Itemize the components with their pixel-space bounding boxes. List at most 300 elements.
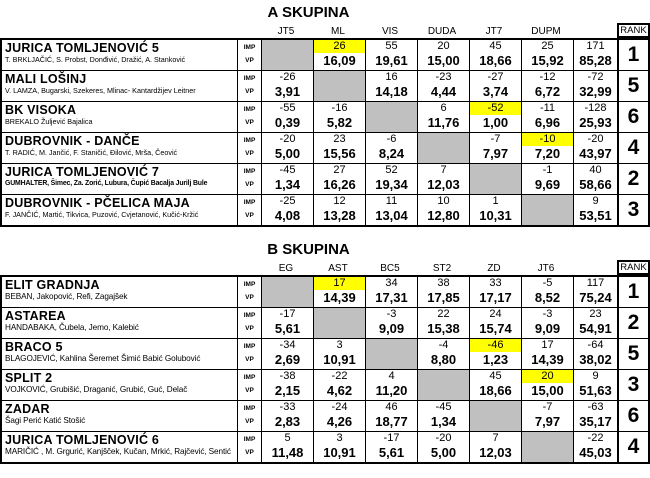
- imp-cell: -17: [383, 432, 400, 444]
- score-cell: [262, 102, 314, 132]
- total-cell: [574, 308, 619, 338]
- vp-cell: [262, 290, 313, 307]
- row-label-cell: [238, 277, 262, 307]
- imp-cell: 7: [440, 164, 447, 176]
- total-cell: [574, 164, 619, 194]
- vp-cell: 4,26: [326, 414, 353, 429]
- imp-cell: 23: [333, 133, 346, 145]
- score-cell: [522, 370, 574, 400]
- vp-cell: 9,69: [534, 177, 561, 192]
- imp-cell: -22: [331, 370, 348, 382]
- vp-cell: 16,09: [323, 53, 356, 68]
- vp-label: VP: [245, 212, 254, 219]
- column-header: BC5: [380, 263, 400, 274]
- vp-label: VP: [245, 294, 254, 301]
- vp-cell: 3,74: [482, 84, 509, 99]
- row-label-cell: [238, 133, 262, 163]
- imp-label: IMP: [243, 436, 256, 443]
- score-cell: [366, 71, 418, 101]
- vp-cell: 9,09: [534, 321, 561, 336]
- vp-total: 51,63: [579, 383, 612, 398]
- imp-cell: [522, 195, 573, 208]
- imp-cell: -3: [542, 308, 553, 320]
- imp-cell: -45: [435, 401, 452, 413]
- imp-cell: -45: [279, 164, 296, 176]
- imp-label: IMP: [243, 281, 256, 288]
- imp-cell: 3: [336, 432, 343, 444]
- team-name: SPLIT 2: [5, 371, 53, 385]
- rank-cell: 4: [627, 435, 640, 458]
- score-cell: [418, 401, 470, 431]
- team-name: JURICA TOMLJENOVIĆ 6: [5, 433, 160, 447]
- score-cell: [262, 308, 314, 338]
- row-label-cell: [238, 195, 262, 225]
- score-table: [0, 275, 650, 464]
- team-name: DUBROVNIK - DANČE: [5, 134, 140, 148]
- column-header: ML: [331, 26, 345, 37]
- column-header: JT7: [485, 26, 503, 37]
- imp-total: 9: [592, 370, 599, 382]
- vp-cell: 15,92: [531, 53, 564, 68]
- score-cell: [522, 102, 574, 132]
- team-name-cell: [2, 277, 238, 307]
- vp-cell: [366, 115, 417, 132]
- vp-cell: 15,00: [531, 383, 564, 398]
- vp-cell: 18,77: [375, 414, 408, 429]
- team-name-cell: [2, 401, 238, 431]
- team-row: [2, 308, 648, 339]
- vp-total: 54,91: [579, 321, 612, 336]
- group-a-section: [0, 0, 650, 227]
- vp-cell: 12,03: [479, 445, 512, 460]
- score-cell: [418, 40, 470, 70]
- score-cell: [522, 71, 574, 101]
- imp-label: IMP: [243, 44, 256, 51]
- rank-header: RANK: [617, 23, 650, 38]
- imp-cell: -12: [539, 71, 556, 83]
- imp-cell: [262, 277, 313, 290]
- vp-cell: 1,23: [482, 352, 509, 367]
- total-cell: [574, 401, 619, 431]
- score-cell: [314, 133, 366, 163]
- total-cell: [574, 133, 619, 163]
- team-name: ELIT GRADNJA: [5, 278, 100, 292]
- vp-label: VP: [245, 449, 254, 456]
- vp-cell: [418, 383, 469, 400]
- team-name: BK VISOKA: [5, 103, 77, 117]
- group-title: B SKUPINA: [267, 241, 350, 258]
- score-cell: [366, 133, 418, 163]
- imp-cell: -34: [279, 339, 296, 351]
- team-players: BLAGOJEVIĆ, Kahlina Šeremet Šimić Babić Golubović: [5, 354, 201, 363]
- row-label-cell: [238, 308, 262, 338]
- vp-total: 38,02: [579, 352, 612, 367]
- imp-cell: 6: [440, 102, 447, 114]
- imp-cell: [366, 339, 417, 352]
- vp-cell: 13,28: [323, 208, 356, 223]
- imp-cell: 25: [541, 40, 554, 52]
- imp-cell: 45: [489, 40, 502, 52]
- imp-cell: -7: [542, 401, 553, 413]
- team-name: JURICA TOMLJENOVIĆ 5: [5, 41, 160, 55]
- team-players: BEBAN, Jakopović, Refi, Zagajšek: [5, 292, 128, 301]
- vp-cell: 7,97: [534, 414, 561, 429]
- vp-cell: 1,34: [430, 414, 457, 429]
- score-cell: [418, 277, 470, 307]
- vp-cell: 14,39: [531, 352, 564, 367]
- imp-cell: 11: [385, 195, 398, 207]
- self-cell: [366, 102, 418, 132]
- team-row: [2, 164, 648, 195]
- column-header: ST2: [432, 263, 452, 274]
- vp-total: 43,97: [579, 146, 612, 161]
- total-cell: [574, 277, 619, 307]
- score-cell: [366, 277, 418, 307]
- team-name: DUBROVNIK - PČELICA MAJA: [5, 196, 190, 210]
- vp-label: VP: [245, 387, 254, 394]
- row-label-cell: [238, 370, 262, 400]
- row-label-cell: [238, 339, 262, 369]
- imp-total: -63: [587, 401, 604, 413]
- vp-cell: 5,61: [274, 321, 301, 336]
- team-players: VOJKOVIĆ, Grubišić, Draganić, Grubić, Guć, Delač: [5, 385, 188, 394]
- total-cell: [574, 339, 619, 369]
- team-row: [2, 401, 648, 432]
- vp-label: VP: [245, 325, 254, 332]
- vp-cell: 10,91: [323, 352, 356, 367]
- column-header: DUPM: [531, 26, 561, 37]
- score-cell: [522, 164, 574, 194]
- self-cell: [262, 40, 314, 70]
- vp-label: VP: [245, 150, 254, 157]
- score-cell: [262, 401, 314, 431]
- imp-cell: [262, 40, 313, 53]
- team-row: [2, 102, 648, 133]
- score-cell: [314, 195, 366, 225]
- vp-cell: 8,24: [378, 146, 405, 161]
- score-cell: [314, 339, 366, 369]
- score-cell: [470, 308, 522, 338]
- vp-total: 32,99: [579, 84, 612, 99]
- vp-cell: 14,39: [323, 290, 356, 305]
- vp-cell: 15,74: [479, 321, 512, 336]
- team-name: MALI LOŠINJ: [5, 72, 87, 86]
- imp-cell: 17: [314, 277, 365, 290]
- imp-label: IMP: [243, 343, 256, 350]
- imp-cell: -23: [435, 71, 452, 83]
- score-cell: [418, 432, 470, 462]
- imp-total: -64: [587, 339, 604, 351]
- vp-cell: 5,61: [378, 445, 405, 460]
- score-cell: [262, 432, 314, 462]
- team-players: GUMHALTER, Šimec, Za. Zorić, Lubura, Čupić Bacalja Jurilj Bule: [5, 180, 208, 187]
- vp-cell: 11,20: [375, 383, 408, 398]
- imp-label: IMP: [243, 374, 256, 381]
- score-cell: [470, 71, 522, 101]
- team-row: [2, 370, 648, 401]
- score-cell: [366, 164, 418, 194]
- vp-cell: 2,15: [274, 383, 301, 398]
- group-b-section: [0, 227, 650, 464]
- vp-total: 45,03: [579, 445, 612, 460]
- self-cell: [418, 133, 470, 163]
- team-players: F. JANČIĆ, Martić, Tikvica, Puzović, Cvjetanović, Kučić-Kržić: [5, 210, 199, 219]
- score-cell: [418, 308, 470, 338]
- vp-cell: 10,31: [479, 208, 512, 223]
- vp-cell: 18,66: [479, 53, 512, 68]
- rank-cell: 1: [627, 43, 640, 66]
- row-label-cell: [238, 40, 262, 70]
- team-name: BRACO 5: [5, 340, 63, 354]
- imp-cell: 17: [541, 339, 554, 351]
- score-cell: [314, 40, 366, 70]
- score-cell: [470, 195, 522, 225]
- vp-cell: [522, 445, 573, 462]
- team-row: [2, 432, 648, 462]
- score-cell: [314, 164, 366, 194]
- vp-cell: 7,97: [482, 146, 509, 161]
- score-table: [0, 38, 650, 227]
- total-cell: [574, 40, 619, 70]
- team-name-cell: [2, 71, 238, 101]
- imp-cell: -11: [539, 102, 556, 114]
- score-cell: [314, 401, 366, 431]
- team-players: V. LAMZA, Bugarski, Szekeres, Mlinac- Kantardžijev Leitner: [5, 86, 196, 95]
- vp-total: 53,51: [579, 208, 612, 223]
- score-cell: [522, 40, 574, 70]
- score-cell: [470, 102, 522, 132]
- score-cell: [314, 432, 366, 462]
- score-cell: [470, 370, 522, 400]
- imp-cell: 16: [385, 71, 398, 83]
- team-row: [2, 71, 648, 102]
- vp-cell: 5,00: [430, 445, 457, 460]
- imp-cell: 10: [437, 195, 450, 207]
- team-row: [2, 195, 648, 225]
- self-cell: [470, 401, 522, 431]
- vp-cell: 15,00: [427, 53, 460, 68]
- vp-cell: 5,82: [326, 115, 353, 130]
- score-cell: [366, 401, 418, 431]
- column-header: VIS: [381, 26, 399, 37]
- team-name: ASTAREA: [5, 309, 66, 323]
- column-header-row: [0, 259, 650, 275]
- rank-cell: 5: [627, 342, 640, 365]
- self-cell: [522, 432, 574, 462]
- imp-total: -20: [587, 133, 604, 145]
- vp-cell: 12,80: [427, 208, 460, 223]
- imp-total: 117: [586, 277, 605, 289]
- score-cell: [470, 432, 522, 462]
- imp-cell: -17: [279, 308, 296, 320]
- self-cell: [522, 195, 574, 225]
- score-cell: [262, 71, 314, 101]
- score-cell: [262, 133, 314, 163]
- vp-cell: 8,80: [430, 352, 457, 367]
- imp-cell: -20: [435, 432, 452, 444]
- rank-cell: 4: [627, 136, 640, 159]
- vp-cell: 16,26: [323, 177, 356, 192]
- imp-total: 9: [592, 195, 599, 207]
- imp-cell: [314, 71, 365, 84]
- score-cell: [262, 195, 314, 225]
- vp-cell: 15,56: [323, 146, 356, 161]
- score-cell: [366, 308, 418, 338]
- vp-cell: 17,31: [375, 290, 408, 305]
- total-cell: [574, 370, 619, 400]
- imp-cell: 26: [314, 40, 365, 53]
- imp-cell: [418, 370, 469, 383]
- imp-cell: 4: [388, 370, 395, 382]
- imp-cell: [366, 102, 417, 115]
- vp-total: 58,66: [579, 177, 612, 192]
- vp-total: 85,28: [579, 53, 612, 68]
- imp-cell: [522, 432, 573, 445]
- imp-label: IMP: [243, 106, 256, 113]
- group-title: A SKUPINA: [267, 4, 350, 21]
- rank-cell: 2: [627, 311, 640, 334]
- imp-total: 171: [586, 40, 605, 52]
- vp-cell: 19,61: [375, 53, 408, 68]
- score-cell: [470, 40, 522, 70]
- vp-cell: 17,17: [479, 290, 512, 305]
- column-header: AST: [328, 263, 348, 274]
- imp-cell: 22: [437, 308, 450, 320]
- vp-label: VP: [245, 119, 254, 126]
- score-cell: [522, 401, 574, 431]
- vp-cell: 14,18: [375, 84, 408, 99]
- score-cell: [314, 102, 366, 132]
- self-cell: [262, 277, 314, 307]
- imp-cell: -10: [522, 133, 573, 146]
- score-cell: [418, 164, 470, 194]
- imp-cell: -7: [490, 133, 501, 145]
- self-cell: [314, 71, 366, 101]
- vp-label: VP: [245, 356, 254, 363]
- imp-cell: 3: [336, 339, 343, 351]
- vp-total: 35,17: [579, 414, 612, 429]
- rank-cell: 6: [627, 105, 640, 128]
- total-cell: [574, 71, 619, 101]
- imp-cell: -3: [386, 308, 397, 320]
- imp-cell: 12: [333, 195, 346, 207]
- vp-cell: 2,69: [274, 352, 301, 367]
- vp-label: VP: [245, 418, 254, 425]
- score-cell: [418, 102, 470, 132]
- vp-cell: [366, 352, 417, 369]
- imp-cell: 38: [437, 277, 450, 289]
- team-name: JURICA TOMLJENOVIĆ 7: [5, 165, 160, 179]
- total-cell: [574, 432, 619, 462]
- imp-cell: 24: [489, 308, 502, 320]
- team-name-cell: [2, 339, 238, 369]
- imp-cell: 5: [284, 432, 291, 444]
- score-cell: [470, 339, 522, 369]
- score-cell: [522, 308, 574, 338]
- vp-cell: [418, 146, 469, 163]
- imp-cell: -16: [331, 102, 348, 114]
- column-header-row: [0, 22, 650, 38]
- imp-cell: 33: [489, 277, 502, 289]
- imp-label: IMP: [243, 312, 256, 319]
- vp-cell: 1,34: [274, 177, 301, 192]
- imp-total: -128: [584, 102, 607, 114]
- vp-cell: [470, 414, 521, 431]
- row-label-cell: [238, 401, 262, 431]
- vp-cell: 11,76: [427, 115, 460, 130]
- team-name-cell: [2, 308, 238, 338]
- rank-cell: 6: [627, 404, 640, 427]
- imp-cell: -5: [542, 277, 553, 289]
- row-label-cell: [238, 164, 262, 194]
- rank-cell: 1: [627, 280, 640, 303]
- imp-cell: [314, 308, 365, 321]
- team-row: [2, 133, 648, 164]
- rank-cell: 5: [627, 74, 640, 97]
- vp-cell: 4,44: [430, 84, 457, 99]
- vp-label: VP: [245, 57, 254, 64]
- score-cell: [262, 370, 314, 400]
- self-cell: [314, 308, 366, 338]
- team-players: MARIČIĆ , M. Grgurić, Kanjšček, Kučan, Mrkić, Rajčević, Sentić: [5, 447, 231, 456]
- team-players: T. BRKLJAČIĆ, S. Probst, Donđivić, Dražić, A. Stanković: [5, 55, 186, 64]
- score-cell: [522, 339, 574, 369]
- imp-cell: -38: [279, 370, 296, 382]
- imp-label: IMP: [243, 168, 256, 175]
- team-name-cell: [2, 164, 238, 194]
- team-row: [2, 40, 648, 71]
- score-cell: [314, 370, 366, 400]
- self-cell: [366, 339, 418, 369]
- vp-cell: 7,20: [534, 146, 561, 161]
- imp-total: 40: [589, 164, 602, 176]
- row-label-cell: [238, 432, 262, 462]
- imp-total: -72: [587, 71, 604, 83]
- imp-cell: -25: [279, 195, 296, 207]
- team-players: BREKALO Žuljević Bajalica: [5, 117, 93, 126]
- score-cell: [366, 432, 418, 462]
- imp-total: 23: [589, 308, 602, 320]
- imp-cell: 55: [385, 40, 398, 52]
- vp-total: 25,93: [579, 115, 612, 130]
- vp-cell: [314, 84, 365, 101]
- vp-cell: 19,34: [375, 177, 408, 192]
- imp-total: -22: [587, 432, 604, 444]
- imp-cell: 27: [333, 164, 346, 176]
- score-cell: [366, 370, 418, 400]
- score-cell: [470, 133, 522, 163]
- vp-label: VP: [245, 88, 254, 95]
- imp-cell: -4: [438, 339, 449, 351]
- vp-cell: 17,85: [427, 290, 460, 305]
- rank-cell: 2: [627, 167, 640, 190]
- row-label-cell: [238, 102, 262, 132]
- imp-cell: -33: [279, 401, 296, 413]
- imp-cell: [418, 133, 469, 146]
- score-cell: [314, 277, 366, 307]
- vp-cell: [470, 177, 521, 194]
- team-name-cell: [2, 40, 238, 70]
- imp-label: IMP: [243, 199, 256, 206]
- vp-cell: [262, 53, 313, 70]
- team-name-cell: [2, 432, 238, 462]
- column-header: ZD: [487, 263, 501, 274]
- score-cell: [262, 339, 314, 369]
- team-name: ZADAR: [5, 402, 50, 416]
- team-row: [2, 339, 648, 370]
- vp-cell: 13,04: [375, 208, 408, 223]
- imp-cell: [470, 164, 521, 177]
